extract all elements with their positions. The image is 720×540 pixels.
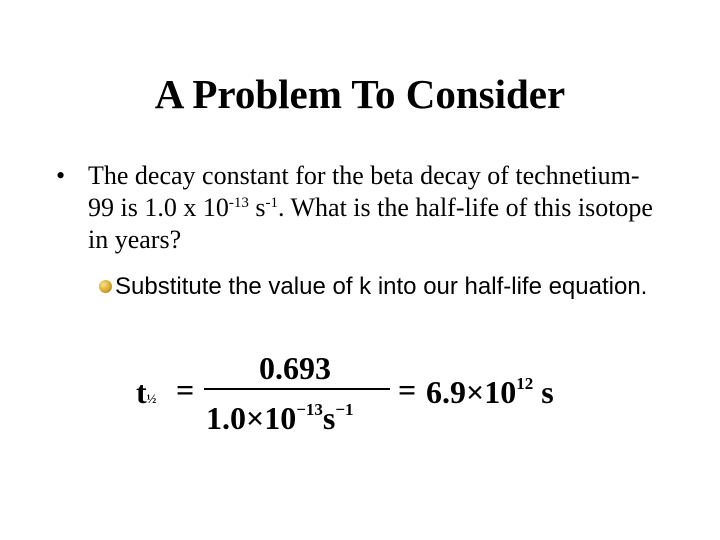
result-coefficient: 6.9	[426, 374, 466, 410]
den-coefficient: 1.0	[206, 400, 246, 436]
fraction-bar	[204, 388, 390, 390]
equation-lhs	[136, 376, 156, 408]
bullet-text	[88, 160, 656, 256]
result-base: 10	[484, 374, 517, 410]
result	[426, 376, 554, 408]
exponent-neg1: -1	[265, 195, 278, 211]
half-life-equation	[136, 350, 596, 440]
den-exponent: −13	[296, 400, 323, 419]
bullet-text-end: . What is the half-life of this isotope in years?	[88, 193, 653, 254]
result-exponent: 12	[516, 374, 534, 393]
bullet-marker: •	[56, 161, 66, 190]
numerator: 0.693	[259, 350, 331, 386]
equals-sign-2: =	[398, 372, 417, 408]
denominator	[206, 402, 354, 434]
sub-bullet-item	[99, 270, 659, 303]
bullet-item	[56, 160, 656, 256]
lhs-t: t	[136, 374, 147, 410]
den-base: 10	[264, 400, 297, 436]
slide-title: A Problem To Consider	[154, 71, 566, 117]
sub-bullet-text: Substitute the value of k into our half-life equation.	[115, 273, 648, 300]
result-unit: s	[541, 374, 554, 410]
bullet-text-start: The decay constant for the beta decay of technetium-99 is 1.0 x 10	[88, 161, 640, 222]
exponent-neg13: -13	[228, 195, 249, 211]
den-times: ×	[246, 400, 265, 436]
lhs-subscript-half: ½	[146, 391, 157, 406]
den-unit-exponent: −1	[335, 400, 354, 419]
sub-bullet-marker-icon	[99, 280, 112, 293]
equals-sign-1: =	[176, 372, 195, 408]
unit-seconds: s	[248, 193, 266, 222]
result-times: ×	[466, 374, 485, 410]
den-unit: s	[322, 400, 336, 436]
